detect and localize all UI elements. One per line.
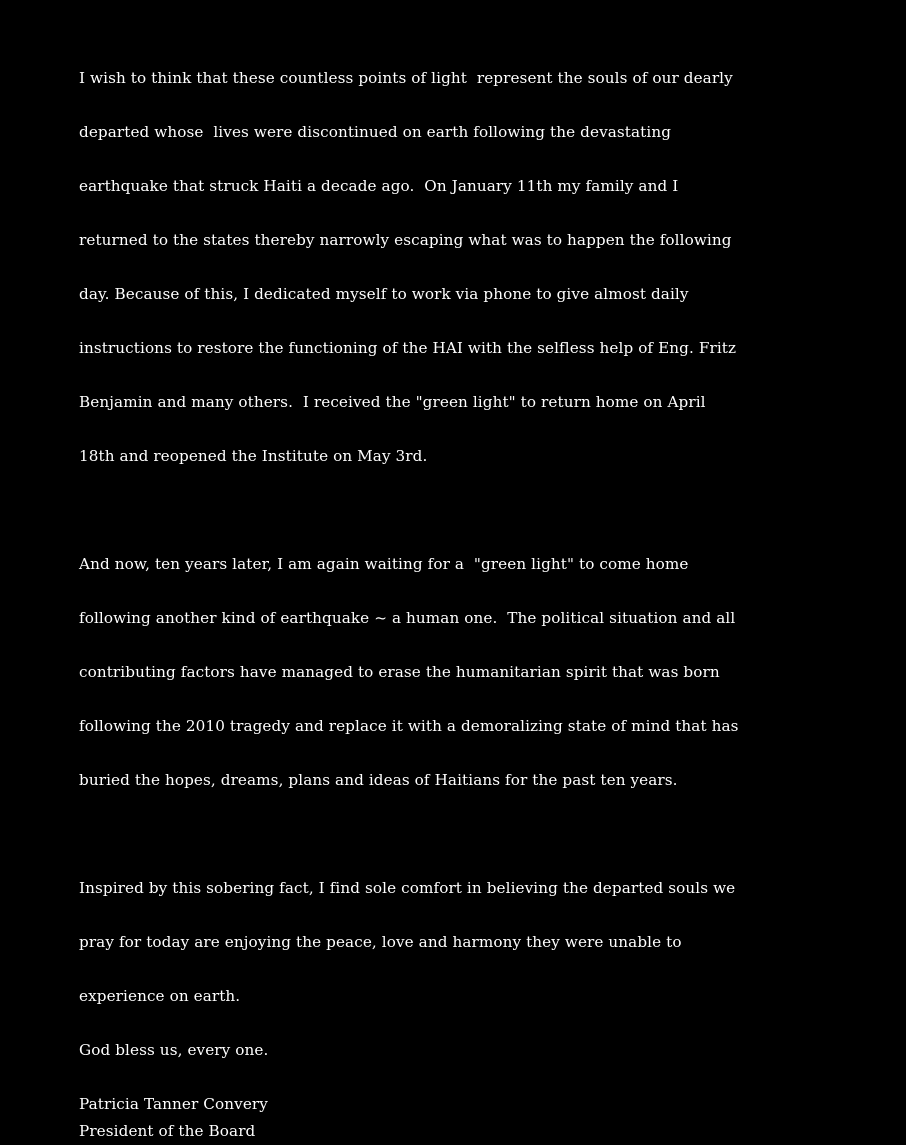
signature-title: President of the Board [79,1122,256,1140]
signature-block [79,1091,839,1145]
text-line: instructions to restore the functioning of the HAI with the selfless help of Eng. Fritz [79,339,737,357]
signature-name: Patricia Tanner Convery [79,1095,268,1113]
text-line: following the 2010 tragedy and replace it with a demoralizing state of mind that has [79,717,739,735]
text-line: 18th and reopened the Institute on May 3rd. [79,447,428,465]
letter-body [79,38,839,1145]
paragraph-comfort [79,848,839,1037]
blessing-line: God bless us, every one. [79,1041,269,1059]
text-line: following another kind of earthquake ~ a human one. The political situation and all [79,609,736,627]
text-line: returned to the states thereby narrowly escaping what was to happen the following [79,231,732,249]
text-line: contributing factors have managed to erase the humanitarian spirit that was born [79,663,720,681]
paragraph-earthquake-memory [79,38,839,497]
text-line: Benjamin and many others. I received the "green light" to return home on April [79,393,706,411]
text-line: buried the hopes, dreams, plans and ideas of Haitians for the past ten years. [79,771,678,789]
text-line: pray for today are enjoying the peace, love and harmony they were unable to [79,933,682,951]
text-line: I wish to think that these countless points of light represent the souls of our dearly [79,69,733,87]
text-line: day. Because of this, I dedicated myself to work via phone to give almost daily [79,285,689,303]
text-line: earthquake that struck Haiti a decade ago. On January 11th my family and I [79,177,679,195]
text-line: And now, ten years later, I am again waiting for a "green light" to come home [79,555,689,573]
paragraph-human-earthquake [79,524,839,821]
text-line: experience on earth. [79,987,241,1005]
text-line: departed whose lives were discontinued on earth following the devastating [79,123,672,141]
text-line: Inspired by this sobering fact, I find sole comfort in believing the departed souls we [79,879,736,897]
